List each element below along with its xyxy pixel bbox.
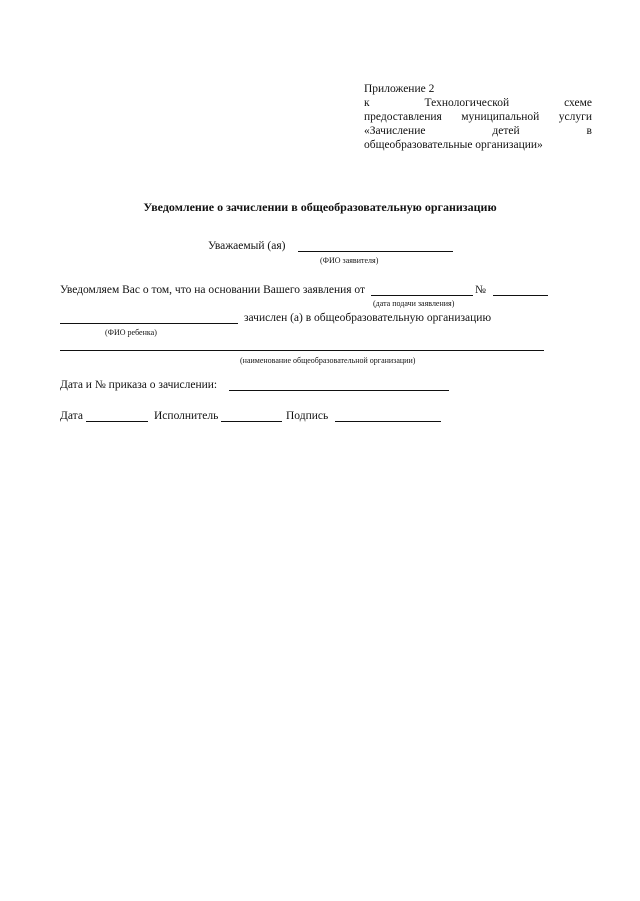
date-label: Дата (60, 410, 83, 422)
order-label: Дата и № приказа о зачислении: (60, 379, 218, 391)
appendix-word: в (586, 125, 592, 137)
appendix-title: Приложение 2 (364, 83, 435, 95)
signature-line[interactable] (335, 421, 441, 422)
appendix-block (364, 82, 592, 152)
notify-text: Уведомляем Вас о том, что на основании Вашего заявления от (60, 284, 366, 296)
application-number-line[interactable] (493, 295, 548, 296)
child-name-line[interactable] (60, 323, 238, 324)
appendix-word: схеме (564, 97, 592, 109)
child-name-caption: (ФИО ребенка) (105, 328, 157, 337)
greeting-label: Уважаемый (ая) (208, 240, 286, 252)
organization-name-line[interactable] (60, 350, 544, 351)
enrolled-text: зачислен (а) в общеобразовательную организацию (244, 312, 492, 324)
appendix-word: к (364, 97, 370, 109)
appendix-word: общеобразовательные организации» (364, 139, 543, 151)
appendix-line-4 (364, 124, 592, 138)
organization-name-caption: (наименование общеобразовательной организации) (240, 356, 416, 365)
application-date-line[interactable] (371, 295, 473, 296)
appendix-line-1 (364, 82, 592, 96)
application-date-caption: (дата подачи заявления) (373, 299, 455, 308)
appendix-word: муниципальной (461, 111, 540, 123)
appendix-line-3 (364, 110, 592, 124)
appendix-word: «Зачисление (364, 125, 426, 137)
order-line[interactable] (229, 390, 449, 391)
executor-label: Исполнитель (154, 410, 219, 422)
appendix-word: детей (492, 125, 520, 137)
appendix-line-2 (364, 96, 592, 110)
date-line[interactable] (86, 421, 148, 422)
appendix-word: Технологической (424, 97, 510, 109)
document-title: Уведомление о зачислении в общеобразовательную организацию (143, 200, 497, 214)
applicant-name-line[interactable] (298, 251, 453, 252)
number-sign: № (475, 284, 486, 296)
appendix-line-5 (364, 138, 592, 152)
signature-label: Подпись (286, 410, 329, 422)
appendix-word: предоставления (364, 111, 442, 123)
applicant-name-caption: (ФИО заявителя) (320, 256, 379, 265)
appendix-word: услуги (558, 111, 592, 123)
executor-line[interactable] (221, 421, 282, 422)
